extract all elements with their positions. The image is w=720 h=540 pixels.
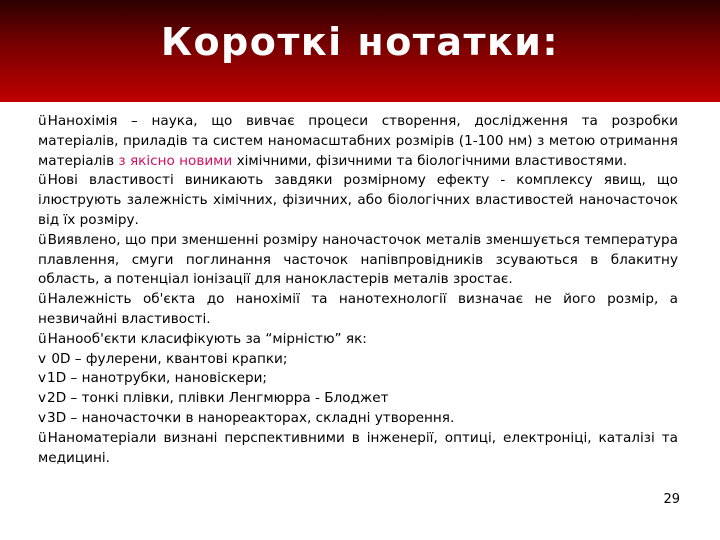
page-title: Короткі нотатки: — [160, 20, 560, 64]
title-banner — [0, 0, 720, 102]
diamond-bullet-icon: v — [38, 390, 47, 407]
checkmark-icon: ü — [38, 231, 47, 248]
list-item: üНаноматеріали визнані перспективними в інженерії, оптиці, електроніці, каталізі та медицині. — [38, 429, 678, 466]
checkmark-icon: ü — [38, 291, 47, 308]
page-number: 29 — [663, 492, 680, 507]
checkmark-icon: ü — [38, 330, 47, 347]
sub-list-item: v2D – тонкі плівки, плівки Ленгмюрра - Блоджет — [38, 390, 389, 407]
diamond-bullet-icon: v — [38, 370, 47, 387]
checkmark-icon: ü — [38, 113, 47, 129]
list-item: üНалежність об'єкта до нанохімії та нанотехнології визначає не його розмір, а незвичайні властивості. — [38, 291, 678, 327]
list-item: üНанохімія – наука, що вивчає процеси створення, дослідження та розробки матеріалів, приладів та систем наномасштабних розмірів (1-100 нм) з метою отримання матеріалів з якісно новими хімічними, фізичними та біологічними властивостями. — [38, 113, 678, 169]
highlighted-text: з якісно новими — [118, 152, 233, 169]
sub-list-item: v 0D – фулерени, квантові крапки; — [38, 350, 288, 367]
diamond-bullet-icon: v — [38, 409, 47, 426]
notes-body — [38, 112, 678, 468]
checkmark-icon: ü — [38, 172, 47, 189]
list-item: üНанооб'єкти класифікують за “мірністю” як: — [38, 330, 367, 347]
checkmark-icon: ü — [38, 429, 47, 446]
list-item: üВиявлено, що при зменшенні розміру наночасточок металів зменшується температура плавлення, смуги поглинання часточок напівпровідників зсуваються в блакитну область, а потенціал іонізації для нанокластерів металів зростає. — [38, 231, 678, 288]
list-item: üНові властивості виникають завдяки розмірному ефекту - комплексу явищ, що ілюструють залежність хімічних, фізичних, або біологічних властивостей наночасточок від їх розміру. — [38, 172, 678, 228]
sub-list-item: v1D – нанотрубки, нановіскери; — [38, 370, 267, 387]
diamond-bullet-icon: v — [38, 350, 47, 367]
sub-list-item: v3D – наночасточки в нанореакторах, складні утворення. — [38, 409, 455, 426]
